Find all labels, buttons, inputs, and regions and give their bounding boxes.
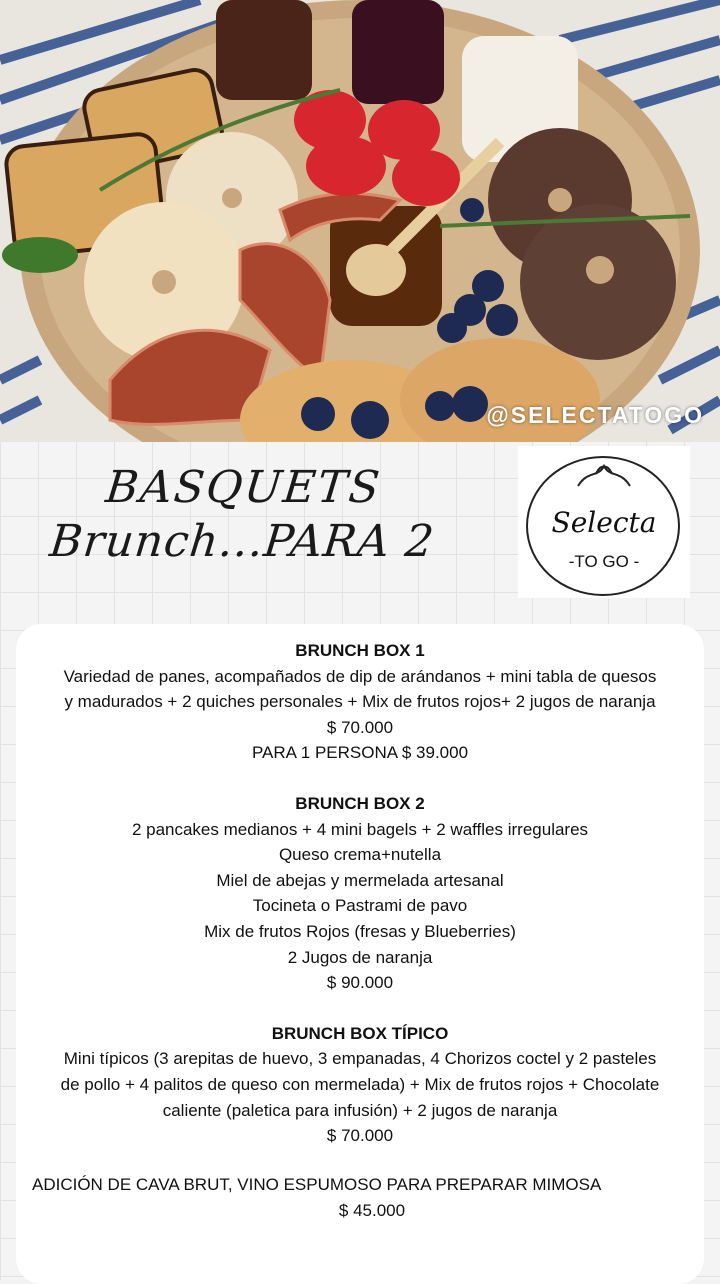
box-price: $ 90.000 [326, 973, 394, 993]
brunch-box-tipico [16, 1021, 704, 1149]
box-line: Miel de abejas y mermelada artesanal [216, 870, 504, 890]
selecta-logo [518, 446, 690, 598]
logo-subtitle: -TO GO - [568, 552, 640, 571]
box-line: y madurados + 2 quiches personales + Mix de frutos rojos+ 2 jugos de naranja [64, 692, 656, 712]
brunch-box-1 [16, 638, 704, 766]
box-line: Mix de frutos Rojos (fresas y Blueberries) [204, 921, 516, 941]
box-title: BRUNCH BOX 2 [295, 793, 425, 813]
logo-name: Selecta [551, 506, 657, 539]
box-line: caliente (paletica para infusión) + 2 jugos de naranja [162, 1100, 558, 1120]
addition-price: $ 45.000 [338, 1200, 406, 1220]
menu-list [16, 638, 704, 1149]
box-line: Mini típicos (3 arepitas de huevo, 3 empanadas, 4 Chorizos coctel y 2 pasteles [63, 1049, 657, 1069]
box-title: BRUNCH BOX 1 [295, 641, 425, 660]
brunch-box-2 [16, 791, 704, 996]
box-line: Variedad de panes, acompañados de dip de arándanos + mini tabla de quesos [63, 666, 657, 686]
box-title: BRUNCH BOX TÍPICO [271, 1023, 449, 1043]
box-price: $ 70.000 [326, 717, 394, 737]
brunch-photo [0, 0, 720, 442]
box-line: Tocineta o Pastrami de pavo [252, 896, 468, 916]
box-line: Queso crema+nutella [278, 845, 442, 865]
box-price: $ 70.000 [326, 1126, 394, 1146]
box-line: 2 Jugos de naranja [287, 947, 433, 967]
headline [47, 462, 490, 570]
box-line: PARA 1 PERSONA $ 39.000 [251, 743, 469, 763]
menu-card [16, 624, 704, 1284]
addition-text: ADICIÓN DE CAVA BRUT, VINO ESPUMOSO PARA PREPARAR MIMOSA [32, 1175, 602, 1194]
brunch-illustration [0, 0, 720, 442]
headline-line-2: Brunch...PARA 2 [47, 516, 437, 567]
addition-section [32, 1172, 672, 1223]
box-line: de pollo + 4 palitos de queso con mermelada) + Mix de frutos rojos + Chocolate [60, 1074, 660, 1094]
instagram-handle: @SELECTATOGO [486, 402, 704, 428]
box-line: 2 pancakes medianos + 4 mini bagels + 2 waffles irregulares [131, 819, 589, 839]
headline-line-1: BASQUETS [103, 462, 384, 513]
